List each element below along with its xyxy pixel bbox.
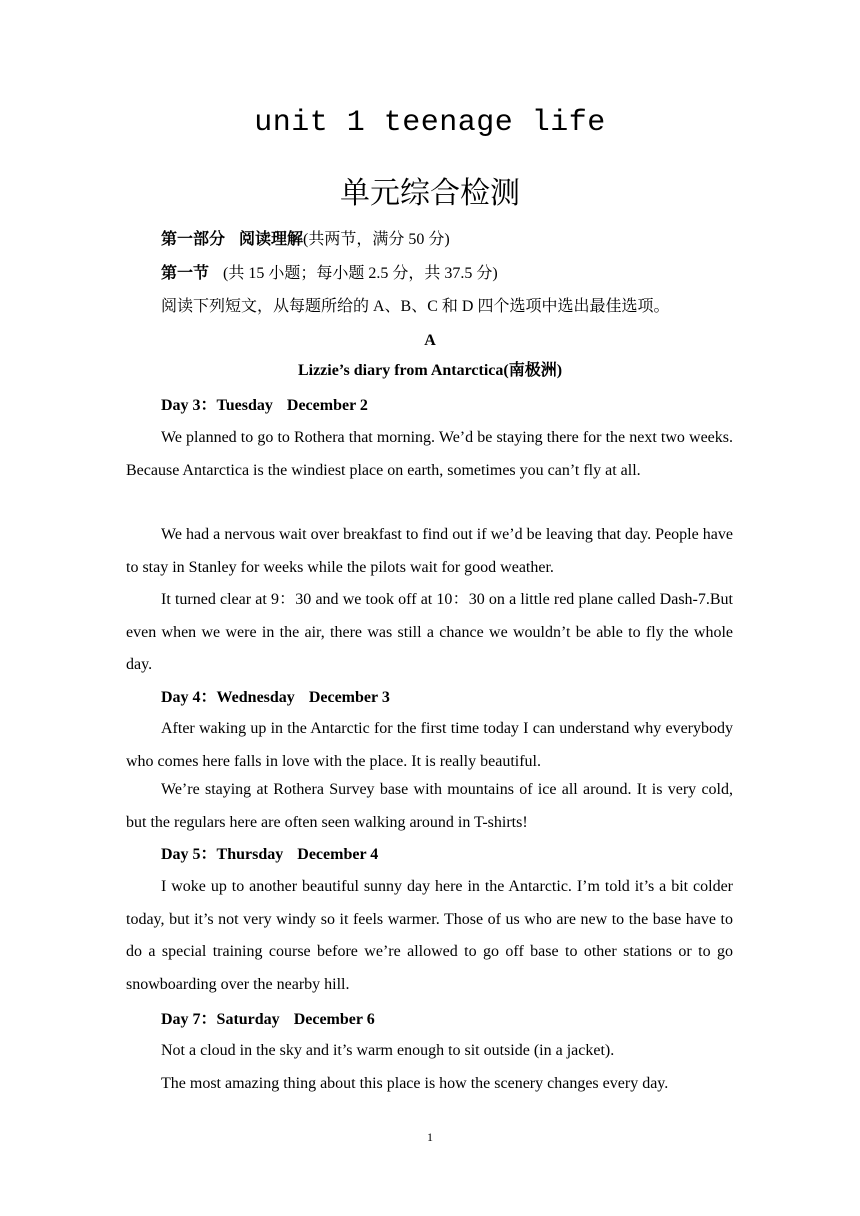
entry-paragraph: Not a cloud in the sky and it’s warm enough to sit outside (in a jacket). bbox=[161, 1042, 615, 1059]
entry-paragraph: I woke up to another beautiful sunny day here in the Antarctic. I’m told it’s a bit colder today, but it’s not very windy so it feels warmer. Those of us who are new to the base have to do a special training course before we’re allowed to go off base to other stations or to go snowboarding over the nearby hill. bbox=[126, 878, 733, 993]
passage-letter: A bbox=[424, 332, 436, 349]
entry-paragraph: We had a nervous wait over breakfast to find out if we’d be leaving that day. People have to stay in Stanley for weeks while the pilots wait for good weather. bbox=[126, 526, 733, 576]
entry-heading bbox=[161, 845, 378, 865]
entry-paragraph: After waking up in the Antarctic for the first time today I can understand why everybody who comes here falls in love with the place. It is really beautiful. bbox=[126, 720, 733, 770]
section-label: 第一节 bbox=[161, 265, 210, 282]
entry-paragraph: It turned clear at 9：30 and we took off at 10：30 on a little red plane called Dash-7.But even when we were in the air, there was still a chance we wouldn’t be able to fly the whole day. bbox=[126, 591, 733, 673]
part-heading bbox=[161, 230, 450, 250]
section-info: (共 15 小题；每小题 2.5 分，共 37.5 分) bbox=[223, 265, 498, 282]
entry-day: Day 3：Tuesday bbox=[161, 397, 273, 414]
part-info: (共两节，满分 50 分) bbox=[303, 231, 450, 248]
entry-day: Day 4：Wednesday bbox=[161, 689, 295, 706]
entry-heading bbox=[161, 396, 368, 416]
doc-title: unit 1 teenage life bbox=[254, 106, 606, 140]
entry-day: Day 5：Thursday bbox=[161, 846, 284, 863]
entry-heading bbox=[161, 1010, 375, 1030]
part-name: 阅读理解 bbox=[239, 231, 304, 248]
page-number: 1 bbox=[427, 1130, 433, 1144]
entry-date: December 6 bbox=[293, 1011, 375, 1028]
instruction: 阅读下列短文，从每题所给的 A、B、C 和 D 四个选项中选出最佳选项。 bbox=[161, 298, 670, 315]
entry-day: Day 7：Saturday bbox=[161, 1011, 280, 1028]
entry-paragraph: The most amazing thing about this place is how the scenery changes every day. bbox=[161, 1075, 669, 1092]
section-heading bbox=[161, 264, 498, 284]
passage-title: Lizzie’s diary from Antarctica(南极洲) bbox=[297, 362, 563, 379]
entry-paragraph: We planned to go to Rothera that morning. We’d be staying there for the next two weeks. Because Antarctica is the windiest place on earth, sometimes you can’t fly at all. bbox=[126, 429, 733, 479]
entry-heading bbox=[161, 688, 390, 708]
doc-subtitle: 单元综合检测 bbox=[340, 176, 520, 211]
entry-date: December 3 bbox=[308, 689, 390, 706]
entry-paragraph: We’re staying at Rothera Survey base with mountains of ice all around. It is very cold, but the regulars here are often seen walking around in T-shirts! bbox=[126, 781, 733, 831]
entry-date: December 2 bbox=[286, 397, 368, 414]
entry-date: December 4 bbox=[297, 846, 379, 863]
part-label: 第一部分 bbox=[161, 231, 226, 248]
